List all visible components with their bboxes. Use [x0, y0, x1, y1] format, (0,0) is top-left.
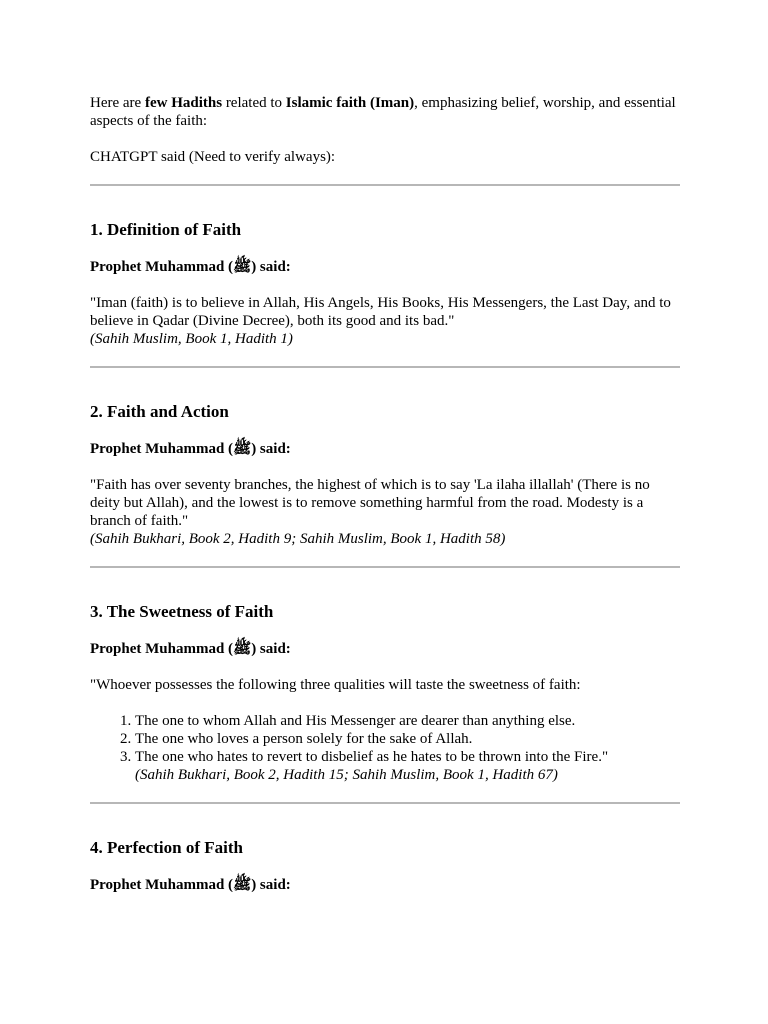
intro-bold-hadiths: few Hadiths [144, 95, 223, 111]
chatgpt-note: CHATGPT said (Need to verify always): [90, 149, 336, 165]
hadith-citation: (Sahih Bukhari, Book 2, Hadith 9; Sahih Muslim, Book 1, Hadith 58) [90, 531, 506, 547]
hadith-text: "Iman (faith) is to believe in Allah, His Angels, His Books, His Messengers, the Last Day, and to believe in Qadar (Divine Decree), both its good and its bad." [90, 295, 671, 329]
hadith-text: "Faith has over seventy branches, the highest of which is to say 'La ilaha illallah' (There is no deity but Allah), and the lowest is to remove something harmful from the road. Modesty is a branch of faith." [90, 477, 650, 529]
divider [90, 566, 680, 568]
hadith-quote [90, 476, 680, 548]
section-heading: 3. The Sweetness of Faith [90, 602, 274, 621]
section-heading: 4. Perfection of Faith [90, 838, 243, 857]
section-heading: 1. Definition of Faith [90, 220, 242, 239]
list-item [135, 748, 680, 784]
speaker-line: Prophet Muhammad (ﷺ) said: [90, 441, 291, 457]
intro-suffix: , emphasizing belief, worship, and essential aspects of the faith: [90, 95, 676, 129]
hadith-text: "Whoever possesses the following three qualities will taste the sweetness of faith: [90, 677, 581, 693]
speaker-line: Prophet Muhammad (ﷺ) said: [90, 641, 291, 657]
document-page [90, 94, 680, 912]
intro-prefix: Here are [90, 95, 145, 111]
intro-middle: related to [222, 95, 286, 111]
qualities-list [90, 712, 680, 784]
list-item: 1. The one to whom Allah and His Messenger are dearer than anything else. [135, 712, 680, 730]
intro-bold-faith: Islamic faith (Iman) [285, 95, 415, 111]
divider [90, 184, 680, 186]
section-heading: 2. Faith and Action [90, 402, 229, 421]
list-item: 2. The one who loves a person solely for the sake of Allah. [135, 730, 680, 748]
speaker-line: Prophet Muhammad (ﷺ) said: [90, 259, 291, 275]
divider [90, 802, 680, 804]
speaker-line: Prophet Muhammad (ﷺ) said: [90, 877, 291, 893]
list-item-text: The one who hates to revert to disbelief as he hates to be thrown into the Fire." [135, 749, 609, 765]
intro-paragraph [90, 94, 680, 130]
hadith-citation: (Sahih Bukhari, Book 2, Hadith 15; Sahih Muslim, Book 1, Hadith 67) [135, 767, 558, 783]
divider [90, 366, 680, 368]
hadith-quote [90, 294, 680, 348]
hadith-citation: (Sahih Muslim, Book 1, Hadith 1) [90, 331, 293, 347]
